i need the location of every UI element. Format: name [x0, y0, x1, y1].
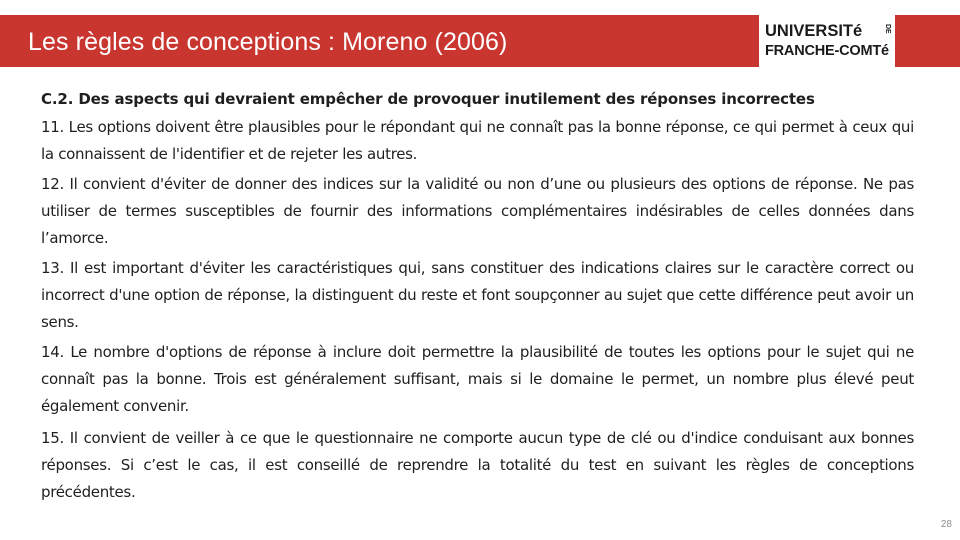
rule-11: 11. Les options doivent être plausibles pour le répondant qui ne connaît pas la bonne réponse, ce qui permet à ceux qui la connaissent de l'identifier et de rejeter les autres. — [41, 118, 914, 163]
logo-de-text: DE — [884, 24, 891, 34]
university-logo — [759, 15, 895, 67]
slide-title: Les règles de conceptions : Moreno (2006) — [28, 28, 508, 56]
rule-12: 12. Il convient d'éviter de donner des indices sur la validité ou non d’une ou plusieurs des options de réponse. Ne pas utiliser de termes susceptibles de fournir des informations complémentaires indésirables de celles données dans l’amorce. — [41, 175, 914, 247]
rule-14: 14. Le nombre d'options de réponse à inclure doit permettre la plausibilité de toutes les options pour le sujet qui ne connaît pas la bonne. Trois est généralement suffisant, mais si le domaine le permet, un nombre plus élevé peut également convenir. — [41, 343, 914, 415]
logo-franche-comte-text: FRANCHE-COMTé — [765, 43, 889, 59]
section-heading: C.2. Des aspects qui devraient empêcher de provoquer inutilement des réponses incorrectes — [41, 90, 815, 108]
slide-content — [41, 86, 914, 506]
rule-13: 13. Il est important d'éviter les caractéristiques qui, sans constituer des indications claires sur le caractère correct ou incorrect d'une option de réponse, la distinguent du reste et font soupçonner au sujet que cette différence peut avoir un sens. — [41, 259, 914, 331]
rule-15: 15. Il convient de veiller à ce que le questionnaire ne comporte aucun type de clé ou d'indice conduisant aux bonnes réponses. Si c’est le cas, il est conseillé de reprendre la totalité du test en suivant les règles de conceptions précédentes. — [41, 429, 914, 501]
page-number: 28 — [940, 519, 952, 530]
logo-university-text: UNIVERSITé — [765, 22, 863, 40]
